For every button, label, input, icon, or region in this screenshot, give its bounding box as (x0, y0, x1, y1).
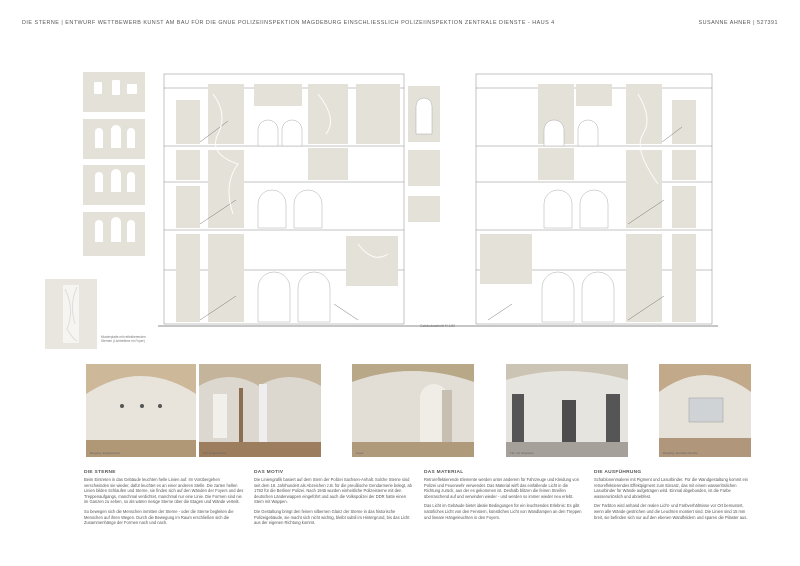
photo-caption: Foyer (356, 451, 364, 455)
photo-corridor (199, 364, 321, 457)
photo-entrance-central (659, 364, 751, 457)
section-heading: DIE AUSFÜHRUNG (594, 470, 642, 475)
scale-label: Gebäudeschnitt M 1:50 (420, 324, 456, 328)
text-column-stars (84, 470, 244, 530)
building-section-drawing (158, 64, 718, 332)
section-paragraph: Die Gestaltung bringt den feinen silbernen Glanz der Sterne in das historische Polizeigebäude, sie macht sich nicht wichtig, bleibt subtil im Hintergrund, bis das Licht aus der eigenen Richtung kommt. (254, 508, 410, 526)
sample-caption: Musterplatte mit reflektierenden Sternen (Lichtreflexe im Foyer) (101, 335, 146, 343)
text-column-material (424, 470, 584, 524)
section-paragraph: Der Farbton wird anhand der realen Licht- und Farbverhältnisse vor Ort bemustert, wenn alle Wände gestrichen und die Leuchten montiert sind. Die Linien sind 15 mm breit, sie befinden sich nur auf den ebenen Wandfeldern und sparen die Pilaster aus. (594, 503, 748, 520)
stencil-thumbnails (83, 72, 145, 258)
sample-plate (45, 279, 97, 349)
section-paragraph: Das Licht im Gebäude bietet ideale Bedingungen für ein leuchtendes Erlebnis: Es gibt natürliches Licht von den Fenstern, künstliches Licht von Wandlampen an den Treppen und lineare Hängeleuchten in den Foyers. (424, 503, 582, 520)
text-column-motif (254, 470, 414, 530)
photo-caption: Eingang, Erdgeschoss (90, 451, 121, 455)
photo-entrance (86, 364, 196, 457)
section-heading: DAS MOTIV (254, 470, 284, 475)
board-title: DIE STERNE | ENTWURF WETTBEWERB KUNST AM BAU FÜR DIE GNUE POLIZEIINSPEKTION MAGDEBURG EINSCHLIESSLICH POLIZEIINSPEKTION ZENTRALE DIENSTE - HAUS 4 (22, 20, 555, 26)
text-column-execution (594, 470, 754, 524)
section-heading: DIE STERNE (84, 470, 116, 475)
section-paragraph: Retroreflektierende Elemente werden unter anderem für Fahrzeuge und Kleidung von Polizei und Feuerwehr verwendet. Das Material wirft das einfallende Licht in die Richtung zurück, aus der es gekommen ist. Deshalb blitzen die feinen Streifen überraschend auf und verwinden wieder - und werden so immer wieder neu erlebt. (424, 477, 579, 499)
section-paragraph: So bewegen sich die Menschen inmitten der Sterne - oder die Sterne begleiten die Menschen auf ihren Wegen. Durch die Bewegung im Raum erschließen sich die Zusammenhänge der Formen nach und nach. (84, 508, 234, 526)
section-paragraph: Schablonenmalerei mit Pigment und Lasurbinder. Für die Wandgestaltung kommt ein retroreflektierendes Effektpigment zum Einsatz, das mit einem wasserlöslichen Lasurbinder für Wände aufgetragen wird. Einmal abgebunden, ist die Farbe wasserunlöslich und abriebfest. (594, 477, 748, 499)
author-label: SUSANNE AHNER | 527391 (698, 20, 778, 26)
section-paragraph: Beim Eintreten in das Gebäude leuchten helle Linien auf. Im Vorübergehen verschwinden sie wieder, dafür leuchtet es an einer anderen Stelle. Die zarten hellen Linien bilden Schlaufen und Sterne, sie finden sich auf den Wänden der Foyers und des Treppenaufgangs, manchmal verdichtet, manchmal nur eine Linie. Die Formen sind nie im Ganzen zu sehen, so als wären riesige Sterne über die Etagen und Wände verteilt. (84, 477, 244, 505)
section-heading: DAS MATERIAL (424, 470, 464, 475)
star-line-pattern (45, 279, 97, 349)
photo-foyer (352, 364, 474, 457)
photo-glass-doors (506, 364, 628, 457)
photo-caption: Flur Erdgeschoss (203, 451, 227, 455)
section-paragraph: Die Liniengrafik basiert auf dem Stern der Polizei Sachsen-Anhalt. Solche Sterne sind seit dem 18. Jahrhundert als Abzeichen z.B. für die preußische Gendarmerie belegt, ab 1782 für die Berliner Polizei. Nach 1945 wurden einheitliche Polizeisterne mit den deutschen Länderwappen eingeführt und auch die Volkspolizei der DDR hatte einen Stern mit Wappen. (254, 477, 412, 505)
photo-caption: Eingang, Zentrale Dienste (663, 451, 698, 455)
photo-caption: Flur mit Glastüren (510, 451, 534, 455)
